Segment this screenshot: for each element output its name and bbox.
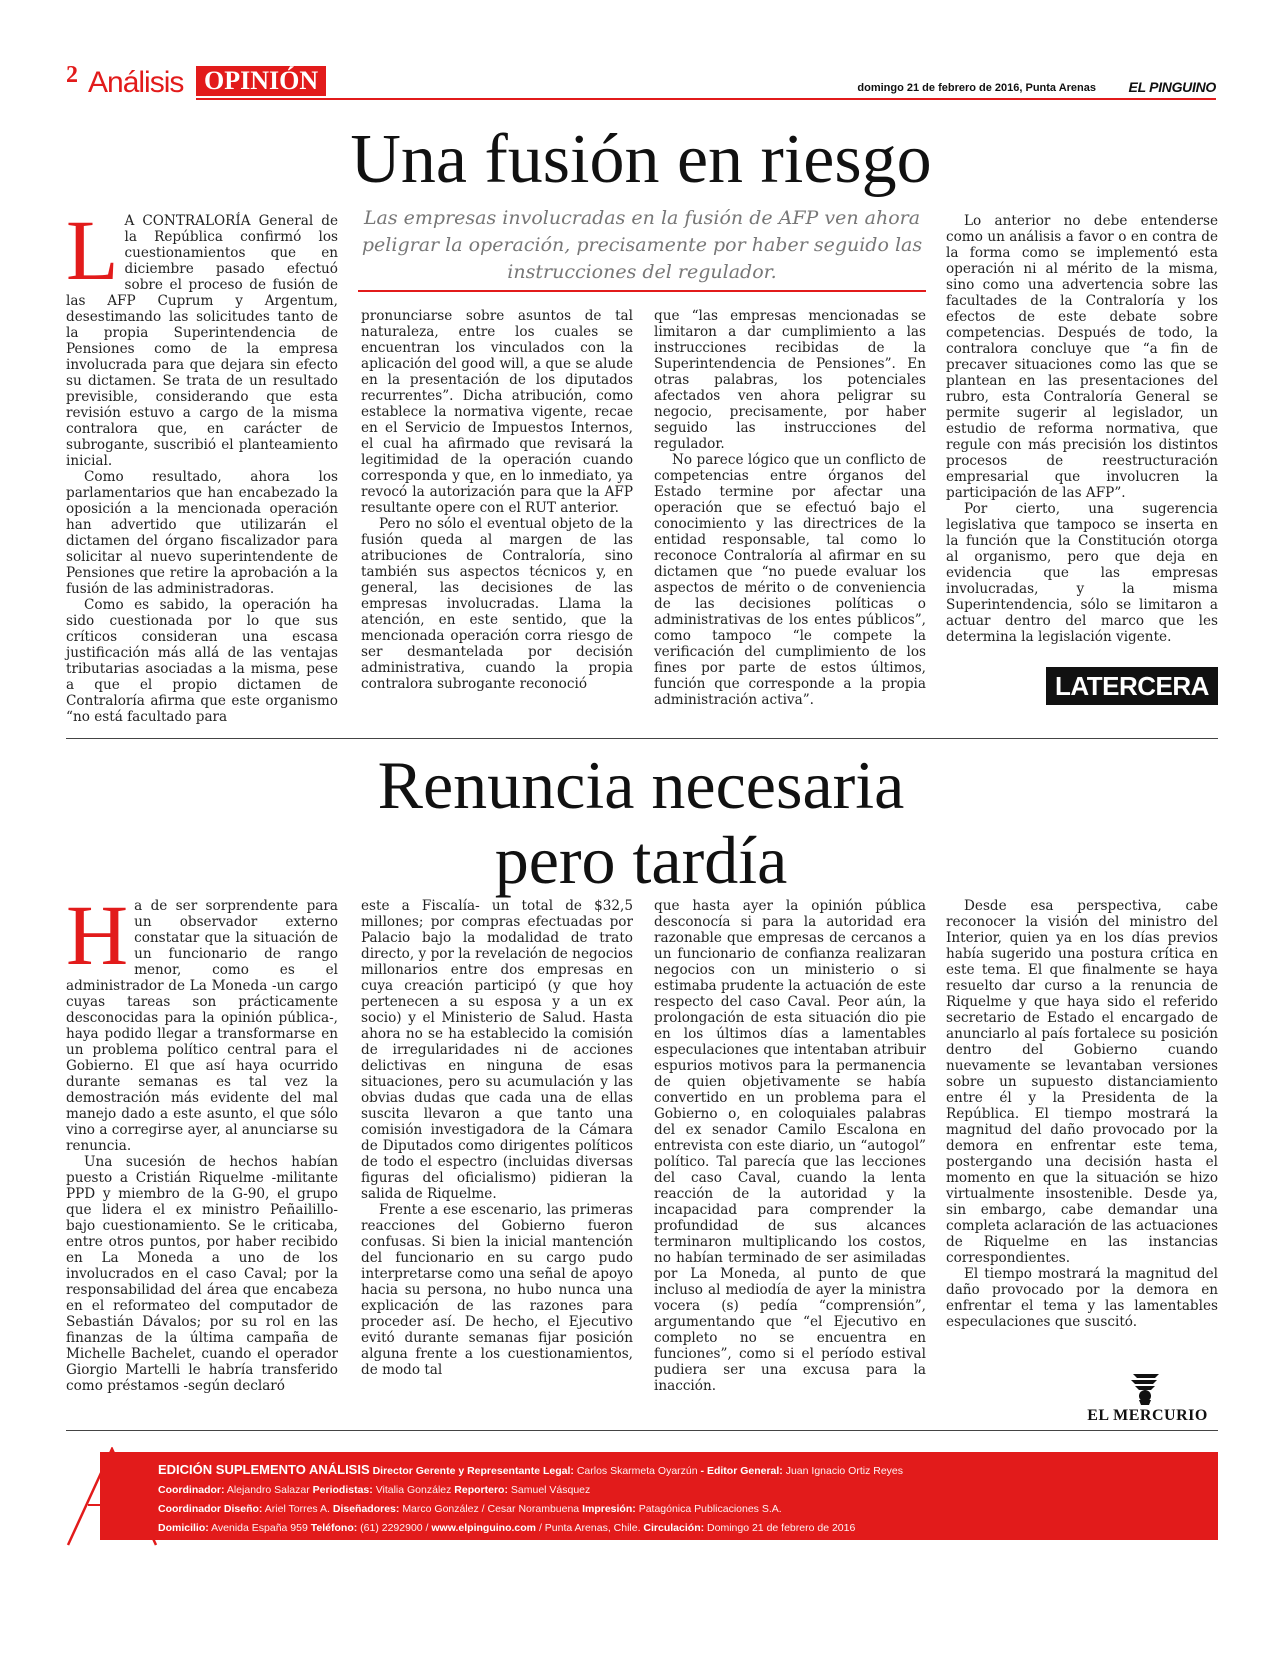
phone: (61) 2292900 / bbox=[360, 1522, 429, 1534]
article-1-dropcap: L bbox=[66, 202, 119, 298]
editor-name: Juan Ignacio Ortiz Reyes bbox=[785, 1465, 904, 1477]
footer-credits bbox=[100, 1452, 1218, 1540]
reporter-name: Samuel Vásquez bbox=[510, 1484, 591, 1496]
address-label: Domicilio: bbox=[158, 1522, 209, 1534]
paragraph: Una sucesión de hechos habían puesto a Cristián Riquelme -militante PPD y miembro de la G-90, el grupo que lidera el ex ministro Peñailillo- bajo cuestionamiento. Se le criticaba, entre otros puntos, por haber recibido en La Moneda a uno de los involucrados en el caso Caval; por la responsabilidad del área que encabeza en el reformateo del computador de Sebastián Dávalos; por su rol en las finanzas de la última campaña de Michelle Bachelet, cuando el operador Giorgio Martelli le habría transferido como préstamos -según declaró bbox=[66, 1154, 338, 1394]
header-rule bbox=[196, 98, 1216, 100]
director-name: Carlos Skarmeta Oyarzún bbox=[576, 1465, 698, 1477]
circulation-label: Circulación: bbox=[643, 1522, 705, 1534]
paragraph: Como resultado, ahora los parlamentarios que han encabezado la oposición a la mencionada operación han advertido que utilizarán el dictamen del órgano fiscalizador para solicitar al nuevo superintendente de Pensiones que retire la aprobación a la fusión de las administradoras. bbox=[66, 469, 338, 597]
paragraph: este a Fiscalía- un total de $32,5 millones; por compras efectuadas por Palacio bajo la modalidad de trato directo, y por la revelación de negocios millonarios entre dos empresas en cuya creación participó (y que hoy pertenecen a su esposa y a un ex socio) y el Ministerio de Salud. Hasta ahora no se ha establecido la comisión de irregularidades ni de acciones delictivas en ninguna de esas situaciones, pero su acumulación y las obvias dudas que cada una de ellas suscita llevaron a que tanto una comisión investigadora de la Cámara de Diputados como dirigentes políticos de todo el espectro (incluidas diversas figuras del oficialismo) pidieran la salida de Riquelme. bbox=[361, 898, 633, 1202]
headline-line: pero tardía bbox=[494, 821, 788, 898]
designers-name: Marco González / Cesar Norambuena bbox=[402, 1503, 580, 1515]
page-number: 2 bbox=[66, 62, 78, 88]
city: / Punta Arenas, Chile. bbox=[538, 1522, 641, 1534]
website-link[interactable]: www.elpinguino.com bbox=[431, 1522, 537, 1534]
article-1-column-3 bbox=[654, 308, 926, 708]
paragraph: Frente a ese escenario, las primeras reacciones del Gobierno fueron confusas. Si bien la inicial mantención del funcionario en su cargo pudo interpretarse como una señal de apoyo hacia su persona, no hubo nunca una explicación de las razones para proceder así. De hecho, el Ejecutivo evitó durante semanas fijar posición alguna frente a los cuestionamientos, de modo tal bbox=[361, 1202, 633, 1378]
article-1-column-4 bbox=[946, 213, 1218, 645]
journalists-name: Vitalia González bbox=[375, 1484, 452, 1496]
coordinator-name: Alejandro Salazar bbox=[226, 1484, 310, 1496]
paragraph: Pero no sólo el eventual objeto de la fusión queda al margen de las atribuciones de Contraloría, sino también sus aspectos técnicos y, en general, las decisiones de las empresas involucradas. Llama la atención, en este sentido, que la mencionada operación corra riesgo de ser desmantelada por decisión administrativa, cuando la propia contralora subrogante reconoció bbox=[361, 516, 633, 692]
paragraph: Por cierto, una sugerencia legislativa que tampoco se inserta en la función que la Constitución otorga al organismo, pero que deja en evidencia que las empresas involucradas, y la misma Superintendencia, sólo se limitaron a actuar dentro del marco que les determina la legislación vigente. bbox=[946, 501, 1218, 645]
article-1-headline: Una fusión en riesgo bbox=[350, 121, 932, 198]
director-label: Director Gerente y Representante Legal: bbox=[372, 1465, 574, 1477]
designers-label: Diseñadores: bbox=[332, 1503, 400, 1515]
paragraph: pronunciarse sobre asuntos de tal naturaleza, entre los cuales se encuentran los vinculados con la aplicación del good will, a que se alude en la presentación de los diputados recurrentes”. Dicha atribución, como establece la normativa vigente, recae en el Servicio de Impuestos Internos, el cual ha afirmado que revisará la legitimidad de la operación cuando corresponda y que, en lo inmediato, ya revocó la autorización para que la AFP resultante opere con el RUT anterior. bbox=[361, 308, 633, 516]
paragraph: Como es sabido, la operación ha sido cuestionada por lo que sus críticos consideran una escasa justificación más allá de las ventajas tributarias asociadas a la misma, pese a que el propio dictamen de Contraloría afirma que este organismo “no está facultado para bbox=[66, 597, 338, 725]
footer-divider bbox=[66, 1430, 1218, 1431]
journalists-label: Periodistas: bbox=[312, 1484, 373, 1496]
design-coordinator-label: Coordinador Diseño: bbox=[158, 1503, 263, 1515]
article-1-deck: Las empresas involucradas en la fusión de AFP ven ahora peligrar la operación, precisamente por haber seguido las instrucciones del regulador. bbox=[361, 207, 923, 283]
address: Avenida España 959 bbox=[211, 1522, 308, 1534]
article-2-column-2 bbox=[361, 898, 633, 1378]
paragraph: que hasta ayer la opinión pública desconocía si para la autoridad era razonable que empresas de cercanos a un funcionario de confianza realizaran negocios con un ministerio o si estimaba prudente la actuación de este respecto del caso Caval. Peor aún, la prolongación de esta situación dio pie en los últimos días a lamentables especulaciones que intentaban atribuir espurios motivos para la permanencia de quien objetivamente se había convertido en un problema para el Gobierno o, en coloquiales palabras del ex senador Camilo Escalona en entrevista con este diario, un “autogol” político. Tal parecía que las lecciones del caso Caval, cuando la lenta reacción de la autoridad y la incapacidad para comprender la profundidad de sus alcances terminaron multiplicando los costos, no habían terminado de ser asimiladas por La Moneda, al punto de que incluso al mediodía de ayer la ministra vocera (s) pedía “comprensión”, argumentando que “el Ejecutivo en completo no se encuentra en funciones”, como si el período estival pudiera ser una excusa para la inacción. bbox=[654, 898, 926, 1394]
editor-label: - Editor General: bbox=[700, 1465, 783, 1477]
la-tercera-logo: LATERCERA bbox=[1046, 667, 1218, 705]
article-2-column-3 bbox=[654, 898, 926, 1394]
paragraph: que “las empresas mencionadas se limitaron a dar cumplimiento a las instrucciones recibidas de la Superintendencia de Pensiones”. En otras palabras, los potenciales afectados ven ahora peligrar su negocio, precisamente, por haber seguido las instrucciones del regulador. bbox=[654, 308, 926, 452]
headline-line: Renuncia necesaria bbox=[377, 747, 905, 823]
article-2-column-4 bbox=[946, 898, 1218, 1330]
printing-label: Impresión: bbox=[582, 1503, 636, 1515]
section-tag: OPINIÓN bbox=[196, 66, 326, 96]
paragraph: A CONTRALORÍA General de la República confirmó los cuestionamientos que en diciembre pasado efectuó sobre el proceso de fusión de las AFP Cuprum y Argentum, desestimando las solicitudes tanto de la propia Superintendencia de Pensiones como de la empresa involucrada para que dejara sin efecto su dictamen. Se trata de un resultado previsible, considerando que esta revisión estuvo a cargo de la misma contralora que, en carácter de subrogante, suscribió el planteamiento inicial. bbox=[66, 213, 338, 469]
paragraph: No parece lógico que un conflicto de competencias entre órganos del Estado termine por afectar una operación que se efectuó bajo el conocimiento y las directrices de la entidad responsable, tal como lo reconoce Contraloría al afirmar en su dictamen que “no puede evaluar los aspectos de mérito o de conveniencia de las decisiones políticas o administrativas de los entes públicos”, como tampoco “le compete la verificación del cumplimiento de los fines por parte de estos últimos, función que corresponde a la propia administración activa”. bbox=[654, 452, 926, 708]
section-name: Análisis bbox=[88, 66, 184, 99]
edition-label: EDICIÓN SUPLEMENTO ANÁLISIS bbox=[158, 1462, 370, 1477]
article-2-dropcap: H bbox=[66, 887, 129, 983]
article-1-column-2 bbox=[361, 308, 633, 692]
el-mercurio-logo bbox=[1075, 1370, 1220, 1430]
design-coordinator-name: Ariel Torres A. bbox=[264, 1503, 330, 1515]
mercury-icon bbox=[1125, 1370, 1165, 1406]
circulation-date: Domingo 21 de febrero de 2016 bbox=[707, 1522, 856, 1534]
paragraph: a de ser sorprendente para un observador externo constatar que la situación de un funcionario de rango menor, como es el administrador de La Moneda -un cargo cuyas tareas son prácticamente desconocidas para la opinión pública-, haya podido llegar a transformarse en un problema político central para el Gobierno. El que así haya ocurrido durante semanas es tal vez la demostración más evidente del mal manejo dado a este asunto, el que sólo vino a corregirse ayer, al anunciarse su renuncia. bbox=[66, 898, 338, 1154]
article-1-column-1 bbox=[66, 202, 338, 725]
page-header bbox=[66, 62, 1216, 102]
issue-date: domingo 21 de febrero de 2016, Punta Arenas bbox=[857, 82, 1096, 94]
paragraph: Lo anterior no debe entenderse como un análisis a favor o en contra de la forma como se implementó esta operación ni al mérito de la misma, sino como una advertencia sobre las facultades de la Contraloría y los efectos de este debate sobre competencias. Después de todo, la contralora concluye que “a fin de precaver situaciones como las que se plantean en las presentaciones del rubro, esta Contraloría General se permite sugerir al legislador, un estudio de reforma normativa, que regule con más precisión los distintos procesos de reestructuración empresarial que involucren la participación de las AFP”. bbox=[946, 213, 1218, 501]
phone-label: Teléfono: bbox=[310, 1522, 358, 1534]
el-mercurio-name: EL MERCURIO bbox=[1087, 1407, 1208, 1424]
article-2-headline bbox=[66, 748, 1216, 898]
reporter-label: Reportero: bbox=[454, 1484, 508, 1496]
paragraph: Desde esa perspectiva, cabe reconocer la visión del ministro del Interior, quien ya en los días previos había sugerido una postura crítica en este tema. El que finalmente se haya resuelto dar curso a la renuncia de Riquelme y que haya sido el referido secretario de Estado el encargado de anunciarlo al país fortalece su posición dentro del Gobierno cuando nuevamente se levantaban versiones sobre un supuesto distanciamiento entre él y la Presidenta de la República. El tiempo mostrará la magnitud del daño provocado por la demora en enfrentar este tema, postergando una decisión hasta el momento en que la situación se hizo virtualmente insostenible. Desde ya, sin embargo, cabe demandar una completa aclaración de las actuaciones de Riquelme en las instancias correspondientes. bbox=[946, 898, 1218, 1266]
newspaper-name: EL PINGUINO bbox=[1128, 79, 1216, 95]
coordinator-label: Coordinador: bbox=[158, 1484, 225, 1496]
paragraph: El tiempo mostrará la magnitud del daño provocado por la demora en enfrentar el tema y las lamentables especulaciones que suscitó. bbox=[946, 1266, 1218, 1330]
article-divider bbox=[66, 738, 1218, 739]
article-2-column-1 bbox=[66, 887, 338, 1394]
printing-name: Patagónica Publicaciones S.A. bbox=[638, 1503, 782, 1515]
deck-rule bbox=[358, 290, 926, 292]
